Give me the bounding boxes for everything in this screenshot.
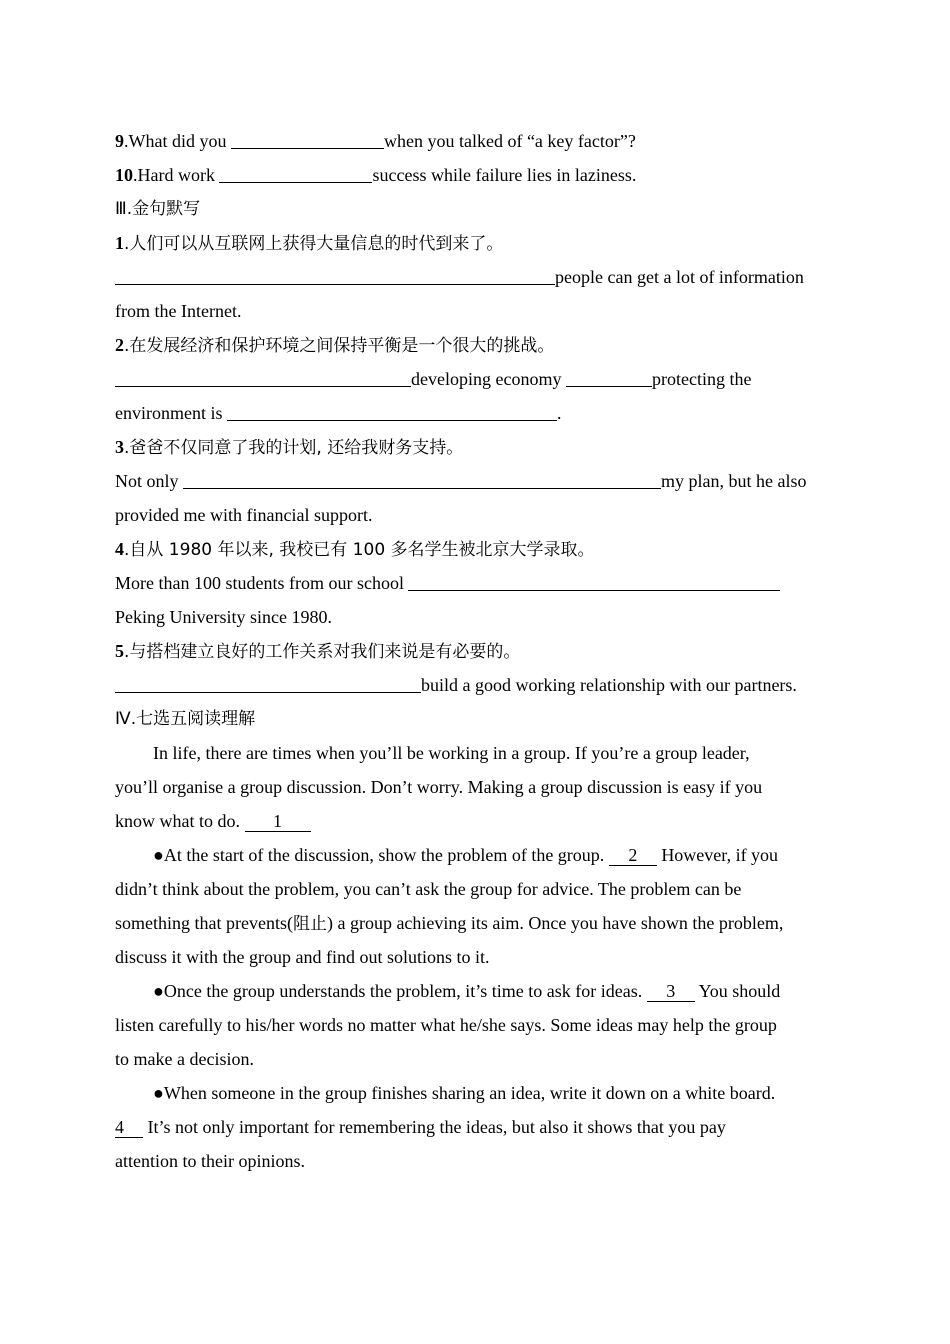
chinese-prompt: .在发展经济和保护环境之间保持平衡是一个很大的挑战。 [124,336,555,356]
sentence-text: my plan, but he also [661,471,807,491]
passage-line: to make a decision. [115,1049,254,1069]
sentence-text: build a good working relationship with our partners. [421,675,797,695]
passage-line: In life, there are times when you’ll be working in a group. If you’re a group leader, [153,743,750,763]
sentence-text: . [556,403,562,423]
item-number: 10 [115,165,133,185]
passage-text: ●Once the group understands the problem, it’s time to ask for ideas. [153,981,647,1001]
sentence-item-3-chinese [115,430,845,464]
passage-line [115,974,845,1008]
passage-line: attention to their opinions. [115,1151,305,1171]
passage-text: It’s not only important for remembering the ideas, but also it shows that you pay [143,1117,726,1137]
sentence-text: developing economy [411,369,566,389]
answer-blank[interactable] [227,400,557,421]
section-iv-heading: Ⅳ.七选五阅读理解 [115,709,256,729]
sentence-text: protecting the [651,369,752,389]
passage-line: didn’t think about the problem, you can’t ask the group for advice. The problem can be [115,879,742,899]
passage-line: listen carefully to his/her words no matter what he/she says. Some ideas may help the group [115,1015,777,1035]
item-number: 4 [115,539,124,559]
sentence-text: people can get a lot of information [555,267,804,287]
chinese-gloss: 阻止 [292,914,327,934]
document-page [115,124,845,1178]
chinese-prompt: .爸爸不仅同意了我的计划, 还给我财务支持。 [124,438,464,458]
passage-text: You should [694,981,781,1001]
answer-blank[interactable] [408,570,780,591]
passage-line: you’ll organise a group discussion. Don’t worry. Making a group discussion is easy if you [115,777,763,797]
blank-3[interactable]: 3 [647,981,695,1002]
sentence-item-1-line1 [115,260,845,294]
passage-text: ●At the start of the discussion, show the problem of the group. [153,845,609,865]
sentence-item-3-line2: provided me with financial support. [115,505,373,525]
passage-text: something that prevents( [115,913,293,933]
exercise-item-10 [115,158,845,192]
answer-blank[interactable] [115,672,421,693]
passage-text: However, if you [656,845,779,865]
item-number: 2 [115,335,124,355]
sentence-item-2-chinese [115,328,845,362]
answer-blank[interactable] [231,128,384,149]
sentence-item-4-line1 [115,566,845,600]
blank-2[interactable]: 2 [609,845,657,866]
chinese-prompt: .与搭档建立良好的工作关系对我们来说是有必要的。 [124,642,521,662]
sentence-item-2-line1 [115,362,845,396]
answer-blank[interactable] [183,468,661,489]
sentence-item-2-line2 [115,396,845,430]
passage-line: ●When someone in the group finishes sharing an idea, write it down on a white board. [153,1083,776,1103]
answer-blank[interactable] [566,366,652,387]
sentence-text: More than 100 students from our school [115,573,409,593]
item-number: 1 [115,233,124,253]
item-number: 5 [115,641,124,661]
sentence-item-1-chinese [115,226,845,260]
item-number: 3 [115,437,124,457]
chinese-prompt: .人们可以从互联网上获得大量信息的时代到来了。 [124,234,504,254]
item-number: 9 [115,131,124,151]
chinese-prompt: .自从 1980 年以来, 我校已有 100 多名学生被北京大学录取。 [124,540,595,560]
item-text-before: .What did you [124,131,231,151]
passage-text: know what to do. [115,811,245,831]
passage-line: discuss it with the group and find out solutions to it. [115,947,490,967]
item-text-after: when you talked of “a key factor”? [383,131,636,151]
sentence-item-5-chinese [115,634,845,668]
passage-text: ) a group achieving its aim. Once you have shown the problem, [326,913,784,933]
passage-line [115,838,845,872]
sentence-text: Not only [115,471,184,491]
passage-line [115,906,845,940]
passage-line [115,1110,845,1144]
section-iii-heading: Ⅲ.金句默写 [115,199,201,219]
sentence-item-3-line1 [115,464,845,498]
item-text-after: success while failure lies in laziness. [372,165,637,185]
item-text-before: .Hard work [133,165,220,185]
sentence-item-1-line2: from the Internet. [115,301,242,321]
sentence-item-5-line1 [115,668,845,702]
sentence-text: environment is [115,403,227,423]
answer-blank[interactable] [115,366,411,387]
sentence-item-4-line2: Peking University since 1980. [115,607,332,627]
answer-blank[interactable] [115,264,555,285]
sentence-item-4-chinese [115,532,845,566]
blank-1[interactable]: 1 [245,811,311,832]
blank-4[interactable]: 4 [115,1117,143,1138]
answer-blank[interactable] [219,162,372,183]
exercise-item-9 [115,124,845,158]
passage-line [115,804,845,838]
